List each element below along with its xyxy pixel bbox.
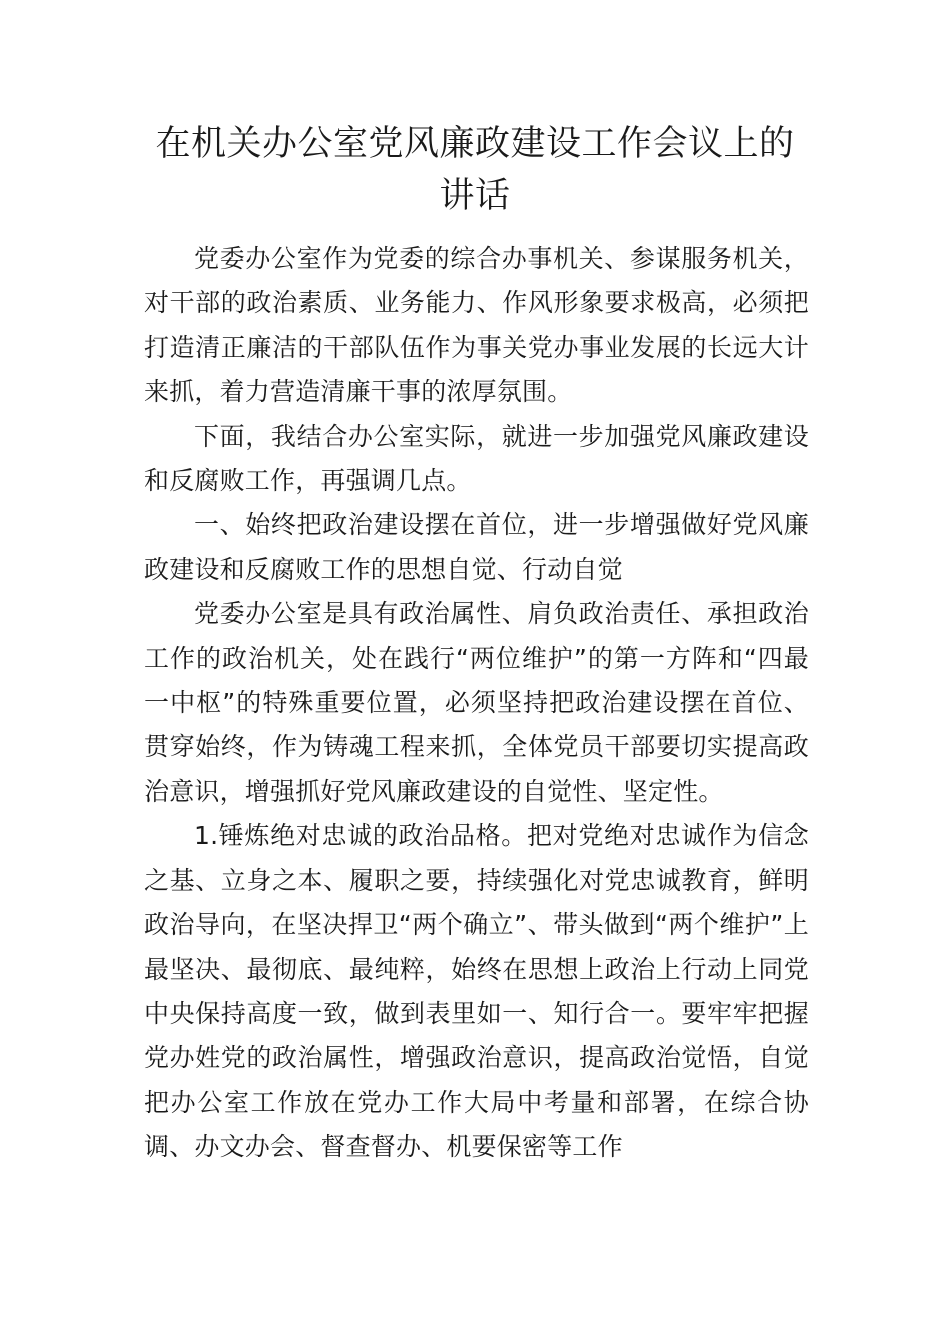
paragraph-intro: 党委办公室作为党委的综合办事机关、参谋服务机关，对干部的政治素质、业务能力、作风形象要求极高，必须把打造清正廉洁的干部队伍作为事关党办事业发展的长远大计来抓，着力营造清廉干事的浓厚氛围。 [144, 244, 809, 407]
title-line-1: 在机关办公室党风廉政建设工作会议上的 [155, 124, 795, 164]
paragraph-point-1: 1.锤炼绝对忠诚的政治品格。把对党绝对忠诚作为信念之基、立身之本、履职之要，持续强化对党忠诚教育，鲜明政治导向，在坚决捍卫“两个确立”、带头做到“两个维护”上最坚决、最彻底、最纯粹，始终在思想上政治上行动上同党中央保持高度一致，做到表里如一、知行合一。要牢牢把握党办姓党的政治属性，增强政治意识，提高政治觉悟，自觉把办公室工作放在党办工作大局中考量和部署，在综合协调、办文办会、督查督办、机要保密等工作 [144, 821, 809, 1162]
section-heading-1: 一、始终把政治建设摆在首位，进一步增强做好党风廉政建设和反腐败工作的思想自觉、行动自觉 [144, 510, 809, 584]
document-title [140, 118, 810, 222]
paragraph-section-1: 党委办公室是具有政治属性、肩负政治责任、承担政治工作的政治机关，处在践行“两位维护”的第一方阵和“四最一中枢”的特殊重要位置，必须坚持把政治建设摆在首位、贯穿始终，作为铸魂工程来抓，全体党员干部要切实提高政治意识，增强抓好党风廉政建设的自觉性、坚定性。 [144, 599, 809, 806]
paragraph-transition: 下面，我结合办公室实际，就进一步加强党风廉政建设和反腐败工作，再强调几点。 [144, 421, 809, 496]
title-line-2: 讲话 [439, 176, 511, 216]
document-body [144, 237, 809, 1170]
